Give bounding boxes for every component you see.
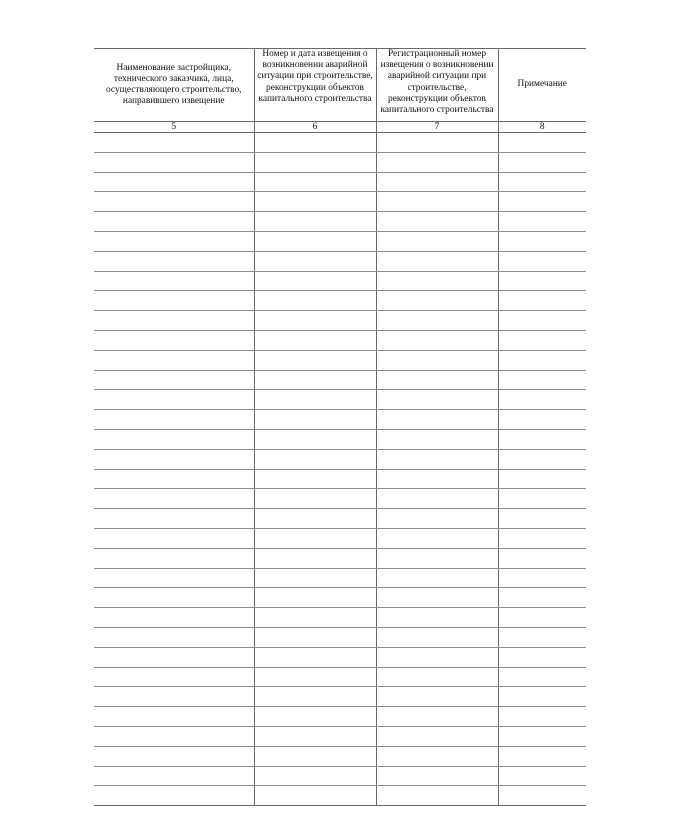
table-row [94, 548, 586, 568]
table-cell [498, 390, 586, 410]
table-cell [498, 410, 586, 430]
table-cell [376, 647, 498, 667]
table-cell [498, 647, 586, 667]
table-cell [376, 152, 498, 172]
table-cell [94, 311, 254, 331]
table-row [94, 588, 586, 608]
table-cell [376, 469, 498, 489]
table-row [94, 231, 586, 251]
table-cell [376, 172, 498, 192]
table-cell [498, 489, 586, 509]
table-cell [94, 489, 254, 509]
table-cell [498, 152, 586, 172]
table-body [94, 133, 586, 806]
table-cell [376, 429, 498, 449]
table-cell [376, 627, 498, 647]
table-cell [498, 291, 586, 311]
table-cell [498, 429, 586, 449]
table-row [94, 568, 586, 588]
table-cell [498, 251, 586, 271]
column-number: 7 [376, 122, 498, 133]
table-cell [94, 469, 254, 489]
table-row [94, 370, 586, 390]
table-cell [94, 588, 254, 608]
table-cell [376, 231, 498, 251]
table-cell [94, 786, 254, 806]
table-cell [94, 647, 254, 667]
table-cell [254, 350, 376, 370]
table-cell [376, 212, 498, 232]
table-row [94, 509, 586, 529]
table-cell [254, 469, 376, 489]
table-row [94, 746, 586, 766]
table-cell [498, 548, 586, 568]
table-cell [94, 251, 254, 271]
column-number: 6 [254, 122, 376, 133]
table-cell [498, 311, 586, 331]
table-cell [498, 528, 586, 548]
table-cell [254, 330, 376, 350]
column-number: 8 [498, 122, 586, 133]
table-cell [94, 429, 254, 449]
table-cell [254, 291, 376, 311]
table-cell [94, 350, 254, 370]
table-cell [254, 251, 376, 271]
table-cell [498, 766, 586, 786]
header-note [498, 49, 586, 122]
table-cell [376, 330, 498, 350]
table-cell [376, 271, 498, 291]
table-cell [254, 528, 376, 548]
table-cell [376, 390, 498, 410]
table-cell [498, 687, 586, 707]
table-cell [94, 509, 254, 529]
header-notice-number-date [254, 49, 376, 122]
table-row [94, 667, 586, 687]
column-number: 5 [94, 122, 254, 133]
table-row [94, 133, 586, 153]
table-cell [94, 330, 254, 350]
table-row [94, 766, 586, 786]
table-row [94, 410, 586, 430]
table-cell [376, 786, 498, 806]
table-cell [376, 133, 498, 153]
table-row [94, 608, 586, 628]
table-cell [94, 608, 254, 628]
table-row [94, 726, 586, 746]
table-cell [94, 687, 254, 707]
table-row [94, 786, 586, 806]
table-cell [254, 370, 376, 390]
table-cell [94, 271, 254, 291]
table-cell [498, 212, 586, 232]
register-table [94, 48, 586, 806]
table-cell [376, 350, 498, 370]
header-applicant [94, 49, 254, 122]
table-cell [498, 746, 586, 766]
table-cell [254, 588, 376, 608]
header-applicant-text: Наименование застройщика, технического заказчика, лица, осуществляющего строительство, направившего извещение [106, 62, 242, 107]
table-cell [254, 231, 376, 251]
table-row [94, 390, 586, 410]
table-row [94, 152, 586, 172]
table-cell [254, 449, 376, 469]
table-cell [254, 152, 376, 172]
table-row [94, 172, 586, 192]
table-cell [376, 410, 498, 430]
table-cell [376, 192, 498, 212]
table-cell [94, 212, 254, 232]
table-row [94, 251, 586, 271]
table-cell [498, 786, 586, 806]
table-cell [94, 548, 254, 568]
table-cell [376, 509, 498, 529]
table-cell [376, 608, 498, 628]
header-note-text: Примечание [517, 79, 567, 90]
table-cell [94, 231, 254, 251]
table-cell [94, 370, 254, 390]
table-row [94, 469, 586, 489]
table-cell [498, 172, 586, 192]
table-cell [254, 627, 376, 647]
table-cell [498, 608, 586, 628]
table-row [94, 330, 586, 350]
table-cell [376, 528, 498, 548]
table-cell [94, 172, 254, 192]
table-cell [376, 548, 498, 568]
table-cell [254, 548, 376, 568]
table-cell [498, 231, 586, 251]
table-cell [376, 707, 498, 727]
table-cell [376, 568, 498, 588]
table-cell [254, 212, 376, 232]
table-cell [498, 449, 586, 469]
table-cell [254, 172, 376, 192]
table-cell [94, 390, 254, 410]
table-cell [376, 766, 498, 786]
table-cell [498, 133, 586, 153]
table-cell [498, 726, 586, 746]
table-cell [376, 489, 498, 509]
table-cell [254, 410, 376, 430]
table-cell [94, 410, 254, 430]
table-cell [254, 390, 376, 410]
table-row [94, 429, 586, 449]
table-cell [94, 192, 254, 212]
table-cell [94, 152, 254, 172]
table-cell [254, 311, 376, 331]
table-cell [94, 667, 254, 687]
table-cell [376, 311, 498, 331]
table-cell [254, 608, 376, 628]
table-cell [376, 667, 498, 687]
table-cell [376, 746, 498, 766]
table-cell [94, 449, 254, 469]
table-cell [94, 291, 254, 311]
table-cell [94, 726, 254, 746]
table-cell [498, 370, 586, 390]
table-cell [94, 568, 254, 588]
table-cell [376, 449, 498, 469]
table-cell [94, 133, 254, 153]
table-cell [498, 627, 586, 647]
table-cell [498, 192, 586, 212]
column-number-row [94, 122, 586, 133]
table-cell [94, 528, 254, 548]
table-cell [498, 330, 586, 350]
table-cell [254, 667, 376, 687]
table-row [94, 291, 586, 311]
table-cell [94, 766, 254, 786]
header-notice-number-date-text: Номер и дата извещения о возникновении аварийной ситуации при строительстве, реконструкции объектов капитального строительства [257, 49, 373, 104]
table-row [94, 449, 586, 469]
table-cell [254, 707, 376, 727]
table-cell [376, 588, 498, 608]
table-cell [498, 509, 586, 529]
table-cell [498, 568, 586, 588]
table-cell [254, 746, 376, 766]
table-cell [254, 726, 376, 746]
table-row [94, 627, 586, 647]
table-cell [254, 192, 376, 212]
table-cell [254, 133, 376, 153]
table-cell [94, 746, 254, 766]
table-cell [254, 687, 376, 707]
table-row [94, 350, 586, 370]
table-row [94, 192, 586, 212]
table-cell [498, 667, 586, 687]
table-row [94, 528, 586, 548]
table-cell [498, 271, 586, 291]
table-row [94, 271, 586, 291]
table-cell [376, 726, 498, 746]
table-row [94, 647, 586, 667]
table-cell [254, 489, 376, 509]
table-cell [498, 469, 586, 489]
header-row [94, 49, 586, 122]
table-cell [376, 291, 498, 311]
table-row [94, 212, 586, 232]
table-cell [254, 568, 376, 588]
table-cell [376, 687, 498, 707]
table-row [94, 489, 586, 509]
table-cell [498, 588, 586, 608]
header-registration-number [376, 49, 498, 122]
table-cell [498, 350, 586, 370]
table-cell [254, 429, 376, 449]
table-cell [254, 647, 376, 667]
header-registration-number-text: Регистрационный номер извещения о возникновении аварийной ситуации при строительстве, реконструкции объектов капитального строительства [380, 49, 494, 116]
table-cell [94, 627, 254, 647]
table-cell [498, 707, 586, 727]
table-cell [254, 509, 376, 529]
table-row [94, 687, 586, 707]
table-cell [94, 707, 254, 727]
table-row [94, 311, 586, 331]
table-cell [254, 271, 376, 291]
table-cell [254, 786, 376, 806]
table-cell [376, 251, 498, 271]
table-row [94, 707, 586, 727]
table-cell [254, 766, 376, 786]
table-cell [376, 370, 498, 390]
